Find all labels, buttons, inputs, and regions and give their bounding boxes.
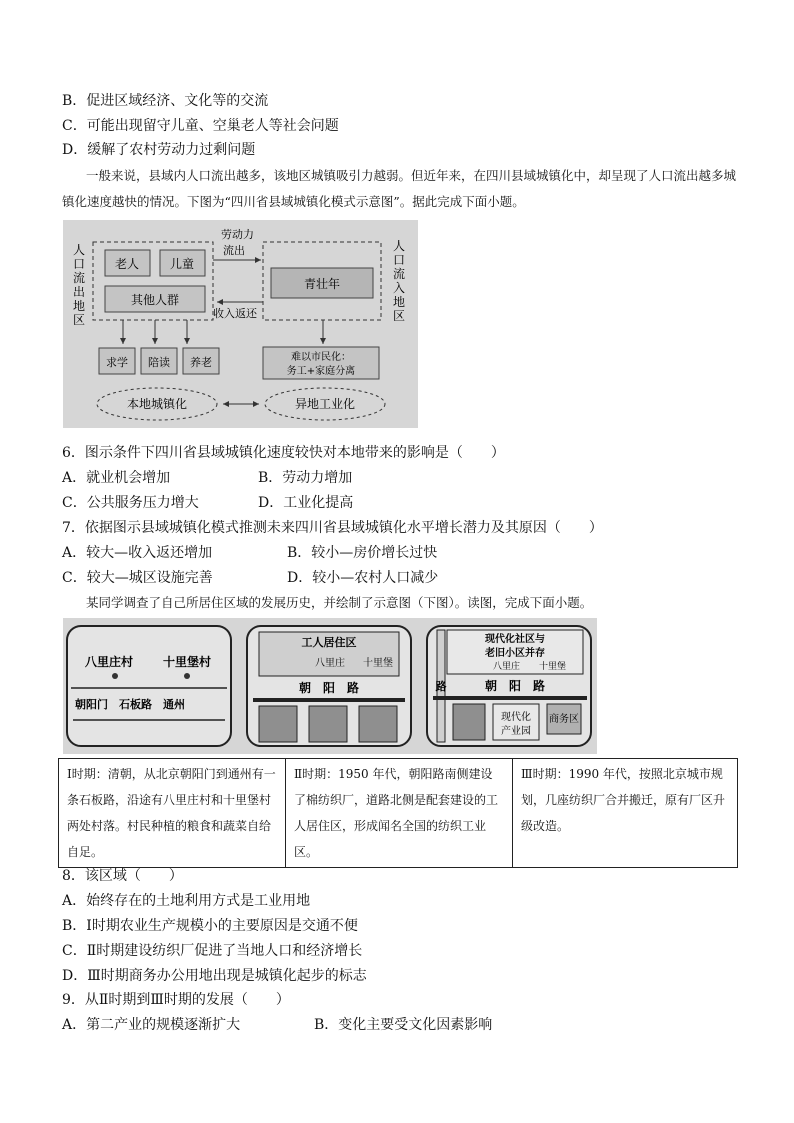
q7-option-a[interactable]: A．较大—收入返还增加 — [62, 545, 213, 561]
svg-text:难以市民化：: 难以市民化： — [291, 352, 351, 363]
period-1-cell: Ⅰ时期：清朝，从北京朝阳门到通州有一条石板路，沿途有八里庄村和十里堡村两处村落。村民种植的粮食和蔬菜自给自足。 — [59, 759, 286, 868]
q7-option-b[interactable]: B．较小—房价增长过快 — [287, 545, 438, 561]
q6-option-d[interactable]: D．工业化提高 — [258, 495, 354, 511]
q7-option-c[interactable]: C．较大—城区设施完善 — [62, 570, 213, 586]
q7-stem: 7．依据图示县域城镇化模式推测未来四川省县域城镇化水平增长潜力及其原因（ ） — [62, 520, 603, 536]
q8-option-d[interactable]: D．Ⅲ时期商务办公用地出现是城镇化起步的标志 — [62, 968, 367, 984]
intro-paragraph-1: 一般来说，县域内人口流出越多，该地区城镇吸引力越弱。但近年来，在四川县域城镇化中，却呈现了人口流出越多城镇化速度越快的情况。下图为“四川省县域城镇化模式示意图”。据此完成下面小题。 — [62, 168, 737, 209]
svg-text:朝 阳 路: 朝 阳 路 — [484, 679, 546, 693]
svg-text:本地城镇化: 本地城镇化 — [126, 397, 188, 411]
q6-option-b[interactable]: B．劳动力增加 — [258, 470, 353, 486]
svg-text:养老: 养老 — [190, 356, 212, 369]
right-region-label: 人口流入地区 — [393, 239, 406, 323]
q8-option-c[interactable]: C．Ⅱ时期建设纺织厂促进了当地人口和经济增长 — [62, 943, 363, 959]
svg-text:陪读: 陪读 — [148, 356, 170, 369]
left-region-label: 人口流出地区 — [73, 243, 86, 327]
village-bali: 八里庄村 — [85, 655, 134, 669]
svg-text:产业园: 产业园 — [501, 726, 531, 737]
urbanization-diagram — [63, 220, 418, 428]
q9-stem: 9．从Ⅱ时期到Ⅲ时期的发展（ ） — [62, 992, 290, 1008]
svg-text:现代化: 现代化 — [501, 712, 531, 723]
q8-option-b[interactable]: B．Ⅰ时期农业生产规模小的主要原因是交通不便 — [62, 918, 358, 934]
option-d: D．缓解了农村劳动力过剩问题 — [62, 142, 256, 158]
option-c: C．可能出现留守儿童、空巢老人等社会问题 — [62, 118, 339, 134]
option-b: B．促进区域经济、文化等的交流 — [62, 93, 269, 109]
q9-option-b[interactable]: B．变化主要受文化因素影响 — [314, 1017, 493, 1033]
intro-paragraph-2: 某同学调查了自己所居住区域的发展历史，并绘制了示意图（下图）。读图，完成下面小题。 — [86, 595, 593, 610]
others-label: 其他人群 — [130, 293, 180, 307]
svg-text:朝 阳 路: 朝 阳 路 — [298, 681, 360, 695]
svg-text:八里庄: 八里庄 — [493, 662, 521, 672]
q6-option-c[interactable]: C．公共服务压力增大 — [62, 495, 199, 511]
svg-text:路: 路 — [435, 680, 447, 693]
q7-option-d[interactable]: D．较小—农村人口减少 — [287, 570, 439, 586]
q6-option-a[interactable]: A．就业机会增加 — [62, 470, 171, 486]
elderly-label: 老人 — [114, 257, 140, 271]
children-label: 儿童 — [169, 257, 195, 271]
period-3-cell: Ⅲ时期：1990 年代，按照北京城市规划，几座纺织厂合并搬迁，原有厂区升级改造。 — [513, 759, 738, 868]
period-2-cell: Ⅱ时期：1950 年代，朝阳路南侧建设了棉纺织厂，道路北侧是配套建设的工人居住区，形成闻名全国的纺织工业区。 — [286, 759, 513, 868]
labor-out-label: 劳动力 — [221, 228, 254, 241]
svg-text:异地工业化: 异地工业化 — [294, 397, 356, 411]
stone-road-label: 朝阳门 石板路 通州 — [75, 698, 185, 711]
periods-table — [58, 758, 738, 868]
svg-text:工人居住区: 工人居住区 — [301, 636, 357, 649]
svg-text:八里庄: 八里庄 — [315, 658, 345, 669]
q6-stem: 6．图示条件下四川省县域城镇化速度较快对本地带来的影响是（ ） — [62, 445, 505, 461]
svg-text:流出: 流出 — [223, 244, 245, 257]
svg-text:务工+家庭分离: 务工+家庭分离 — [286, 366, 356, 377]
svg-text:老旧小区并存: 老旧小区并存 — [485, 648, 545, 659]
youth-label: 青壮年 — [303, 277, 341, 291]
village-shili: 十里堡村 — [163, 655, 212, 669]
district-history-diagram — [63, 618, 597, 754]
q8-stem: 8．该区域（ ） — [62, 868, 183, 884]
q9-option-a[interactable]: A．第二产业的规模逐渐扩大 — [62, 1017, 241, 1033]
svg-text:商务区: 商务区 — [549, 714, 579, 725]
svg-text:十里堡: 十里堡 — [363, 658, 393, 669]
svg-text:十里堡: 十里堡 — [539, 662, 567, 672]
svg-text:现代化社区与: 现代化社区与 — [485, 634, 545, 645]
svg-text:求学: 求学 — [106, 356, 128, 369]
income-back-label: 收入返还 — [213, 307, 257, 320]
q8-option-a[interactable]: A．始终存在的土地利用方式是工业用地 — [62, 893, 311, 909]
